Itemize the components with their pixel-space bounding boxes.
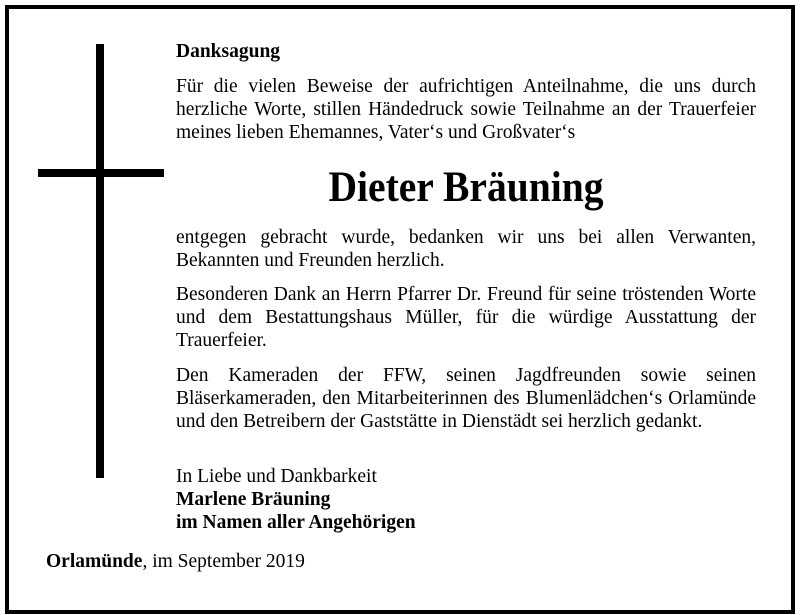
intro-paragraph: Für die vielen Beweise der aufrichtigen Anteilnahme, die uns durch herzliche Worte, stillen Händedruck sowie Teilnahme an der Trauerfeier meines lieben Ehemannes, Vater‘s und Großvater‘s — [176, 76, 756, 143]
cross-horizontal-bar — [38, 169, 164, 177]
signer-note: im Namen aller Angehörigen — [176, 512, 416, 533]
notice-heading: Danksagung — [176, 41, 281, 62]
thanks-paragraph-2: Besonderen Dank an Herrn Pfarrer Dr. Freund für seine tröstenden Worte und dem Bestattungshaus Müller, für die würdige Ausstattung der Trauerfeier. — [176, 284, 756, 351]
thanks-paragraph-1: entgegen gebracht wurde, bedanken wir uns bei allen Verwanten, Bekannten und Freunden herzlich. — [176, 227, 756, 271]
place-date-line — [46, 550, 305, 573]
deceased-name: Dieter Bräuning — [328, 164, 604, 211]
place-name: Orlamünde — [46, 551, 143, 572]
closing-line: In Liebe und Dankbarkeit — [176, 466, 377, 487]
cross-vertical-bar — [96, 44, 104, 478]
thanks-paragraph-3: Den Kameraden der FFW, seinen Jagdfreunden sowie seinen Bläserkameraden, den Mitarbeiterinnen des Blumenlädchen‘s Orlamünde und den Betreibern der Gaststätte in Dienstädt sei herzlich gedankt. — [176, 365, 756, 432]
closing-block — [176, 465, 416, 534]
date-text: , im September 2019 — [142, 551, 305, 572]
signer-name: Marlene Bräuning — [176, 489, 331, 510]
